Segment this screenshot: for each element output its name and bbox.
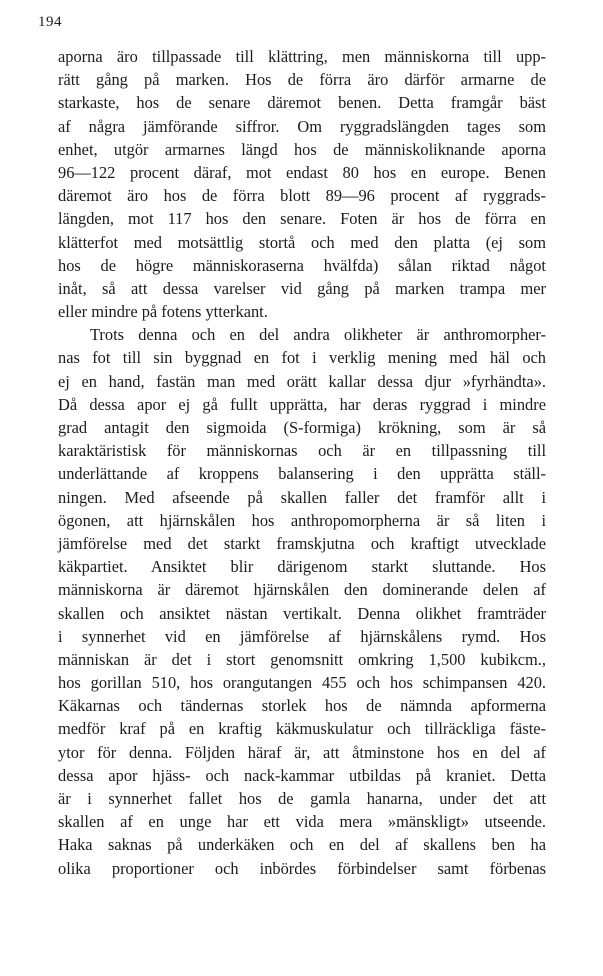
text-line: starkaste, hos de senare däremot benen. Detta framgår bäst [58,93,546,113]
text-line: skallen af en unge har ett vida mera »mänskligt» utseende. [58,812,546,832]
text-line: i synnerhet vid en jämförelse af hjärnskålens rymd. Hos [58,626,546,646]
text-line: ningen. Med afseende på skallen faller det framför allt i [58,487,546,507]
text-line: Då dessa apor ej gå fullt upprätta, har deras ryggrad i mindre [58,394,546,414]
text-line: människan är det i stort genomsnitt omkring 1,500 kubikcm., [58,649,546,669]
text-line: Käkarnas och tändernas storlek hos de nämnda apformerna [58,696,546,716]
text-line: längden, mot 117 hos den senare. Foten är hos de förra en [58,209,546,229]
text-line: ej en hand, fastän man med orätt kallar dessa djur »fyrhändta». [58,371,546,391]
text-line: Haka saknas på underkäken och en del af skallens ben ha [58,835,546,855]
body-text [58,45,546,880]
text-line: skallen och ansiktet nästan vertikalt. Denna olikhet framträder [58,603,546,623]
text-line: jämförelse med det starkt framskjutna och kraftigt utvecklade [58,533,546,553]
text-line: nas fot till sin byggnad en fot i verklig mening med häl och [58,348,546,368]
text-line: däremot äro hos de förra blott 89—96 procent af ryggrads- [58,186,546,206]
text-line: medför kraf på en kraftig käkmuskulatur och tillräckliga fäste- [58,719,546,739]
page-number: 194 [38,14,62,30]
text-line: 96—122 procent däraf, mot endast 80 hos en europe. Benen [58,162,546,182]
text-line: aporna äro tillpassade till klättring, men människorna till upp- [58,47,546,66]
text-line: rätt gång på marken. Hos de förra äro därför armarne de [58,70,546,90]
text-line: dessa apor hjäss- och nack-kammar utbildas på kraniet. Detta [58,765,546,785]
text-line: hos de högre människoraserna hvälfda) sålan riktad något [58,255,546,275]
text-line: underlättande af kroppens balansering i den upprätta ställ- [58,464,546,484]
text-line: af några jämförande siffror. Om ryggradslängden tages som [58,116,546,136]
text-line: är i synnerhet fallet hos de gamla hanarna, under det att [58,789,546,808]
text-line: hos gorillan 510, hos orangutangen 455 och hos schimpansen 420. [58,673,546,693]
text-line: människorna är däremot hjärnskålen den dominerande delen af [58,580,546,600]
text-line: grad antagit den sigmoida (S-formiga) krökning, som är så [58,418,546,437]
text-line: enhet, utgör armarnes längd hos de människoliknande aporna [58,139,546,159]
text-line: eller mindre på fotens ytterkant. [58,302,268,322]
text-line: ytor för denna. Följden häraf är, att åtminstone hos en del af [58,742,546,762]
text-line: olika proportioner och inbördes förbindelser samt förbenas [58,858,546,878]
text-line: inåt, så att dessa varelser vid gång på marken trampa mer [58,278,546,298]
text-line: käkpartiet. Ansiktet blir därigenom starkt sluttande. Hos [58,557,546,577]
text-line: klätterfot med motsättlig stortå och med den platta (ej som [58,232,546,252]
text-line: karaktäristisk för människornas och är en tillpassning till [58,441,546,461]
text-line: Trots denna och en del andra olikheter är anthromorpher- [90,325,546,345]
text-line: ögonen, att hjärnskålen hos anthropomorpherna är så liten i [58,510,546,530]
